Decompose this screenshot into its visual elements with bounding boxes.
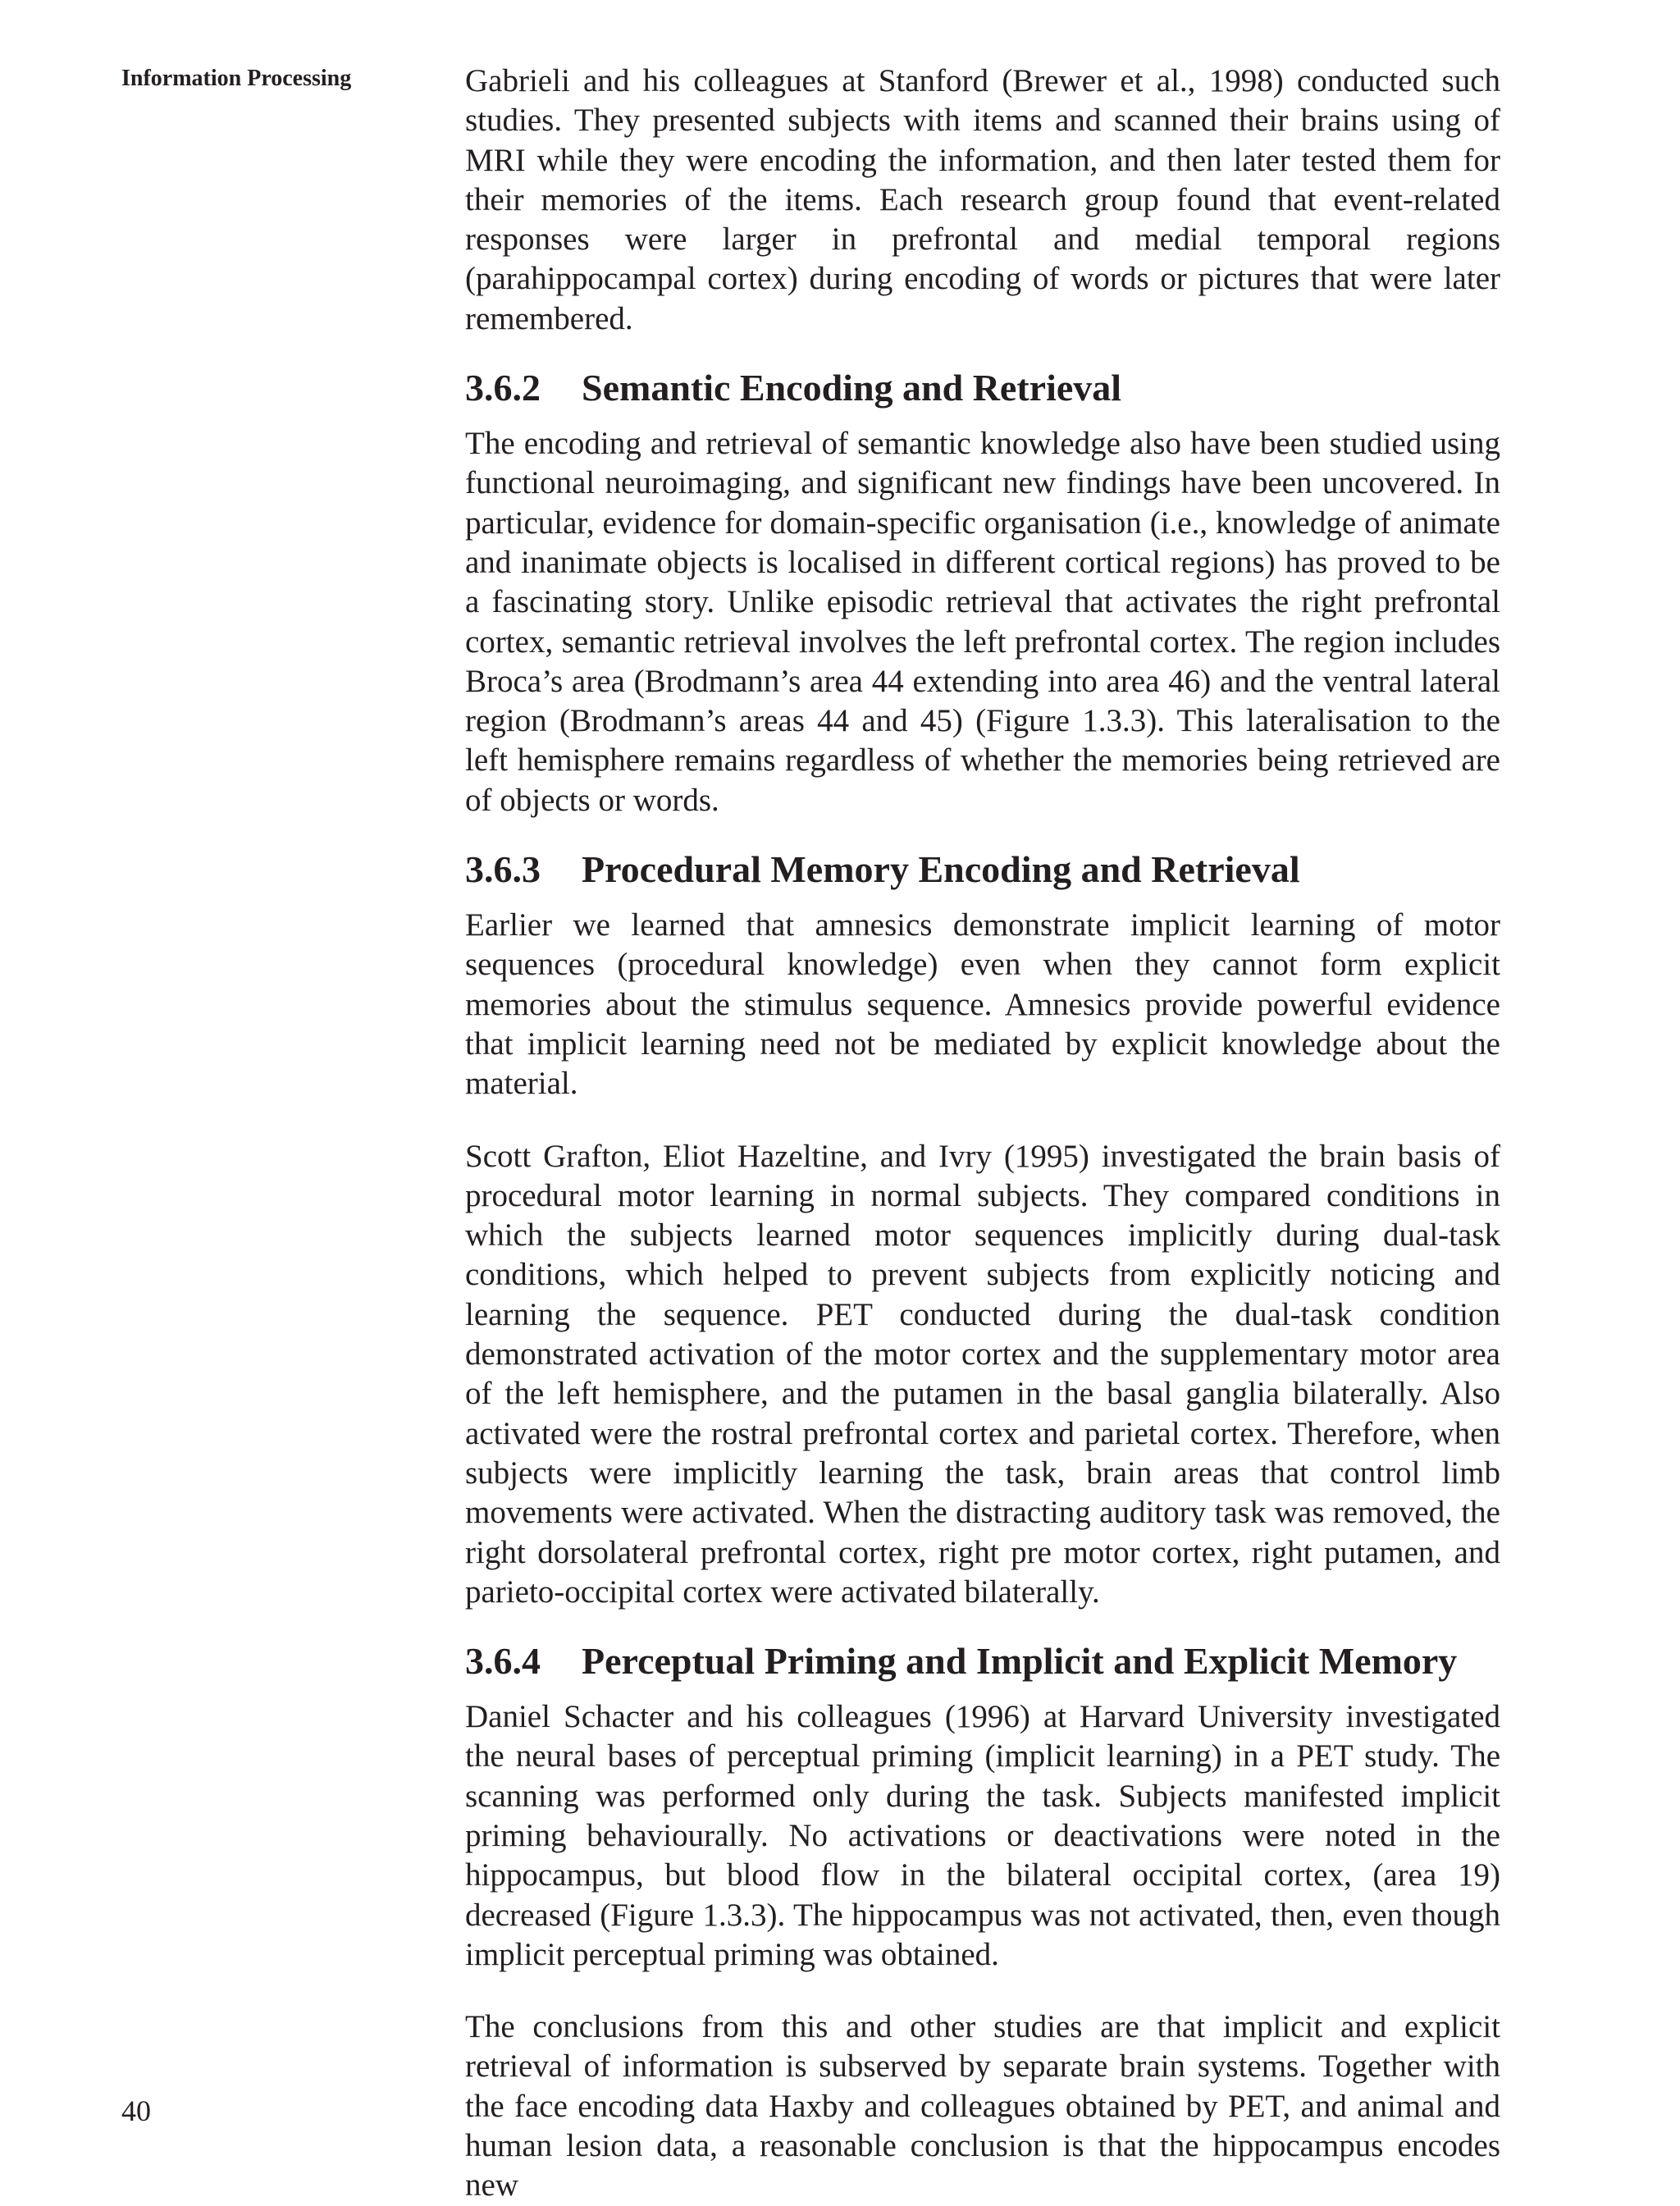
section-number: 3.6.3: [465, 848, 541, 891]
paragraph-grafton-study: Scott Grafton, Eliot Hazeltine, and Ivry (1995) investigated the brain basis of procedural motor learning in normal subjects. They compared conditions in which the subjects learned motor sequences implicitly during dual-task conditions, which helped to prevent subjects from explicitly noticing and learning the sequence. PET conducted during the dual-task condition demonstrated activation of the motor cortex and the supplementary motor area of the left hemisphere, and the putamen in the basal ganglia bilaterally. Also activated were the rostral prefrontal cortex and parietal cortex. Therefore, when subjects were implicitly learning the task, brain areas that control limb movements were activated. When the distracting auditory task was removed, the right dorsolateral prefrontal cortex, right pre motor cortex, right putamen, and parieto-occipital cortex were activated bilaterally.: [465, 1138, 1500, 1610]
section-title: Procedural Memory Encoding and Retrieval: [582, 848, 1300, 891]
paragraph-stanford-study: Gabrieli and his colleagues at Stanford (Brewer et al., 1998) conducted such studies. They presented subjects with items and scanned their brains using of MRI while they were encoding the information, and then later tested them for their memories of the items. Each research group found that event-related responses were larger in prefrontal and medial temporal regions (parahippocampal cortex) during encoding of words or pictures that were later remembered.: [465, 63, 1500, 336]
paragraph-conclusions: The conclusions from this and other studies are that implicit and explicit retrieval of information is subserved by separate brain systems. Together with the face encoding data Haxby and colleagues obtained by PET, and animal and human lesion data, a reasonable conclusion is that the hippocampus encodes new: [465, 2009, 1500, 2204]
section-title: Semantic Encoding and Retrieval: [582, 367, 1122, 409]
paragraph-schacter-study: Daniel Schacter and his colleagues (1996) at Harvard University investigated the neural bases of perceptual priming (implicit learning) in a PET study. The scanning was performed only during the task. Subjects manifested implicit priming behaviourally. No activations or deactivations were noted in the hippocampus, but blood flow in the bilateral occipital cortex, (area 19) decreased (Figure 1.3.3). The hippocampus was not activated, then, even though implicit perceptual priming was obtained.: [465, 1699, 1500, 1972]
section-heading-3-6-4: [465, 1639, 1500, 1683]
main-content: [465, 62, 1500, 2206]
running-head: Information Processing: [121, 66, 352, 91]
section-number: 3.6.2: [465, 367, 541, 409]
section-number: 3.6.4: [465, 1640, 541, 1683]
page-number: 40: [121, 2094, 151, 2127]
section-title: Perceptual Priming and Implicit and Explicit Memory: [582, 1640, 1458, 1683]
section-heading-3-6-3: [465, 847, 1500, 892]
paragraph-semantic-encoding: The encoding and retrieval of semantic knowledge also have been studied using functional neuroimaging, and significant new findings have been uncovered. In particular, evidence for domain-specific organisation (i.e., knowledge of animate and inanimate objects is localised in different cortical regions) has proved to be a fascinating story. Unlike episodic retrieval that activates the right prefrontal cortex, semantic retrieval involves the left prefrontal cortex. The region includes Broca’s area (Brodmann’s area 44 extending into area 46) and the ventral lateral region (Brodmann’s areas 44 and 45) (Figure 1.3.3). This lateralisation to the left hemisphere remains regardless of whether the memories being retrieved are of objects or words.: [465, 426, 1500, 818]
paragraph-amnesics: Earlier we learned that amnesics demonstrate implicit learning of motor sequences (procedural knowledge) even when they cannot form explicit memories about the stimulus sequence. Amnesics provide powerful evidence that implicit learning need not be mediated by explicit knowledge about the material.: [465, 907, 1500, 1102]
section-heading-3-6-2: [465, 366, 1500, 410]
